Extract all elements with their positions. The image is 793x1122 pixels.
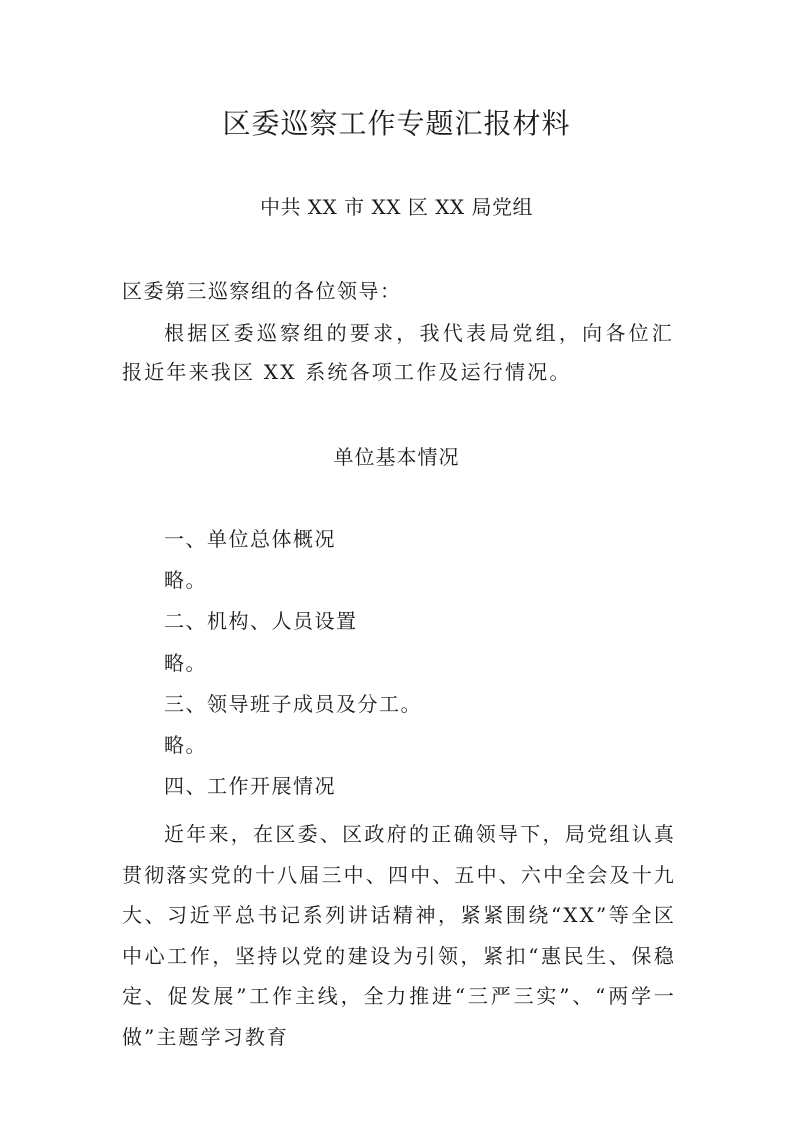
issuing-organization: 中共 XX 市 XX 区 XX 局党组 xyxy=(259,195,534,219)
section-title: 单位基本情况 xyxy=(333,445,460,469)
item-body-2: 略。 xyxy=(164,651,207,675)
item-body-3: 略。 xyxy=(164,733,207,757)
intro-paragraph: 根据区委巡察组的要求，我代表局党组，向各位汇报近年来我区 XX 系统各项工作及运行情况。 xyxy=(122,321,674,384)
work-paragraph: 近年来，在区委、区政府的正确领导下，局党组认真贯彻落实党的十八届三中、四中、五中、六中全会及十九大、习近平总书记系列讲话精神，紧紧围绕“XX”等全区中心工作，坚持以党的建设为引领，紧扣“惠民生、保稳定、促发展”工作主线，全力推进“三严三实”、“两学一做”主题学习教育 xyxy=(122,822,676,1049)
item-heading-3: 三、领导班子成员及分工。 xyxy=(164,692,422,716)
salutation: 区委第三巡察组的各位领导： xyxy=(122,279,402,303)
document-title: 区委巡察工作专题汇报材料 xyxy=(222,107,571,140)
item-heading-1: 一、单位总体概况 xyxy=(164,527,336,551)
item-heading-2: 二、机构、人员设置 xyxy=(164,609,358,633)
item-heading-4: 四、工作开展情况 xyxy=(164,774,336,798)
item-body-1: 略。 xyxy=(164,568,207,592)
